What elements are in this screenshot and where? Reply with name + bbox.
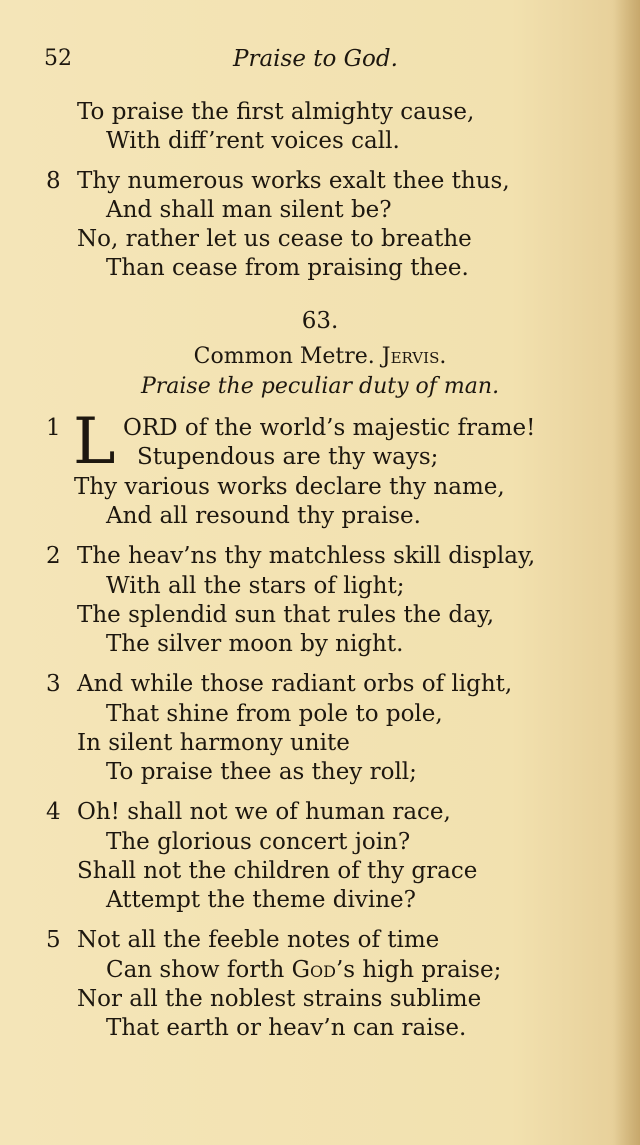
stanza-number: 8 xyxy=(46,168,61,194)
verse-line: The heav’ns thy matchless skill display, xyxy=(77,543,536,569)
hymn-subtitle: Praise the peculiar duty of man. xyxy=(140,374,500,399)
stanza-number: 4 xyxy=(46,799,61,825)
verse-line: Attempt the theme divine? xyxy=(106,887,416,913)
verse-line: Stupendous are thy ways; xyxy=(137,444,439,470)
verse-line: That earth or heav’n can raise. xyxy=(106,1015,467,1041)
verse-line: In silent harmony unite xyxy=(77,730,350,756)
page-header xyxy=(0,46,640,78)
stanza-number: 5 xyxy=(46,927,61,953)
stanza-number: 2 xyxy=(46,543,61,569)
verse-line: The silver moon by night. xyxy=(106,631,404,657)
verse-text: ’s high praise; xyxy=(335,957,502,983)
stanza-number: 1 xyxy=(46,415,61,441)
verse-line: That shine from pole to pole, xyxy=(106,701,443,727)
verse-line: And while those radiant orbs of light, xyxy=(77,671,513,697)
verse-line: And all resound thy praise. xyxy=(106,503,421,529)
hymn-meter: Common Metre. xyxy=(193,344,375,369)
verse-line: Not all the feeble notes of time xyxy=(77,927,440,953)
verse-line: The splendid sun that rules the day, xyxy=(77,602,495,628)
verse-line: Shall not the children of thy grace xyxy=(77,858,478,884)
verse-text: Can show forth xyxy=(106,957,292,983)
verse-line: The glorious concert join? xyxy=(106,829,411,855)
verse-line: Thy various works declare thy name, xyxy=(74,474,505,500)
verse-line: With diff’rent voices call. xyxy=(106,128,400,154)
verse-line: To praise the first almighty cause, xyxy=(77,99,475,125)
page-edge-shadow xyxy=(612,0,640,1145)
verse-line: Nor all the noblest strains sublime xyxy=(77,986,482,1012)
hymn-meter-line xyxy=(0,344,640,369)
verse-line: Thy numerous works exalt thee thus, xyxy=(77,168,510,194)
stanza-number: 3 xyxy=(46,671,61,697)
drop-cap: L xyxy=(73,405,116,479)
verse-line: ORD of the world’s majestic frame! xyxy=(123,415,536,441)
running-head: Praise to God. xyxy=(233,46,398,72)
page-number: 52 xyxy=(44,46,72,71)
verse-line: And shall man silent be? xyxy=(106,197,392,223)
hymn-number: 63. xyxy=(301,308,339,334)
verse-line: No, rather let us cease to breathe xyxy=(77,226,472,252)
verse-line xyxy=(106,956,501,984)
divine-name: God xyxy=(291,957,336,983)
verse-line: Than cease from praising thee. xyxy=(106,255,469,281)
verse-line: To praise thee as they roll; xyxy=(106,759,417,785)
verse-line: Oh! shall not we of human race, xyxy=(77,799,451,825)
hymn-author: Jervis. xyxy=(381,344,447,369)
verse-line: With all the stars of light; xyxy=(106,573,405,599)
